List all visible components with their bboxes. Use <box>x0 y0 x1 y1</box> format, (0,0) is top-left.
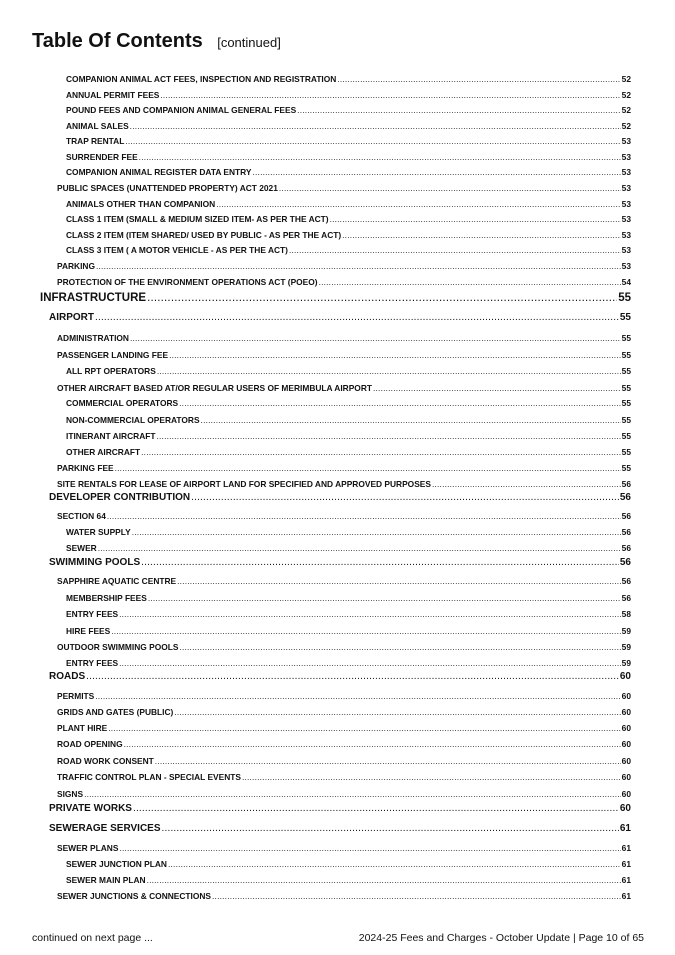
dot-leader <box>115 463 621 473</box>
toc-entry-page: 53 <box>621 245 631 255</box>
toc-entry[interactable] <box>57 843 631 853</box>
toc-entry[interactable] <box>57 277 631 287</box>
dot-leader <box>84 789 621 799</box>
dot-leader <box>130 333 621 343</box>
toc-entry-label: PERMITS <box>57 690 95 701</box>
toc-entry[interactable] <box>66 90 631 100</box>
dot-leader <box>141 557 619 568</box>
toc-entry-label: PASSENGER LANDING FEE <box>57 349 169 360</box>
toc-entry-label: PARKING FEE <box>57 462 114 473</box>
dot-leader <box>201 415 621 425</box>
toc-entry-label: ROAD WORK CONSENT <box>57 756 154 766</box>
toc-entry[interactable] <box>57 261 631 271</box>
toc-entry[interactable] <box>49 671 631 682</box>
dot-leader <box>432 479 621 489</box>
toc-entry-page: 55 <box>621 430 631 441</box>
toc-entry-page: 60 <box>621 756 631 766</box>
dot-leader <box>98 543 621 553</box>
dot-leader <box>373 383 621 393</box>
dot-leader <box>156 431 620 441</box>
dot-leader <box>139 152 621 162</box>
dot-leader <box>86 671 619 682</box>
dot-leader <box>179 398 621 408</box>
dot-leader <box>133 803 619 814</box>
toc-entry-label: OTHER AIRCRAFT BASED AT/OR REGULAR USERS OF MERIMBULA AIRPORT <box>57 382 372 393</box>
toc-entry-page: 61 <box>621 859 631 869</box>
toc-entry-page: 59 <box>621 657 631 668</box>
dot-leader <box>148 593 621 603</box>
toc-entry[interactable] <box>57 739 631 749</box>
toc-entry[interactable] <box>66 609 631 619</box>
toc-entry-page: 56 <box>621 526 631 537</box>
toc-entry-label: SEWER MAIN PLAN <box>66 875 146 885</box>
toc-entry-label: SECTION 64 <box>57 510 106 521</box>
toc-entry[interactable] <box>57 383 631 393</box>
toc-entry-label: SWIMMING POOLS <box>49 557 141 568</box>
toc-entry-page: 60 <box>619 671 631 682</box>
toc-entry-page: 61 <box>621 843 631 853</box>
dot-leader <box>169 350 621 360</box>
dot-leader <box>125 136 620 146</box>
toc-entry[interactable] <box>57 576 631 586</box>
toc-entry-label: ENTRY FEES <box>66 609 119 619</box>
toc-entry-page: 52 <box>621 89 631 100</box>
dot-leader <box>279 183 621 193</box>
toc-entry-label: SIGNS <box>57 788 84 799</box>
toc-entry[interactable] <box>66 245 631 255</box>
dot-leader <box>155 756 621 766</box>
toc-entry[interactable] <box>66 74 631 84</box>
toc-entry-page: 53 <box>621 183 631 193</box>
toc-entry[interactable] <box>57 183 631 193</box>
toc-entry-label: OTHER AIRCRAFT <box>66 446 141 457</box>
toc-entry-label: TRAFFIC CONTROL PLAN - SPECIAL EVENTS <box>57 772 241 782</box>
dot-leader <box>111 626 620 636</box>
dot-leader <box>96 261 621 271</box>
dot-leader <box>147 292 617 304</box>
toc-entry[interactable] <box>57 789 631 799</box>
dot-leader <box>124 739 621 749</box>
toc-entry-label: SEWER PLANS <box>57 843 119 853</box>
toc-entry-page: 59 <box>621 641 631 652</box>
dot-leader <box>162 823 619 834</box>
toc-entry-label: HIRE FEES <box>66 625 111 636</box>
toc-entry-label: SEWER JUNCTIONS & CONNECTIONS <box>57 891 212 901</box>
toc-entry-label: ANIMALS OTHER THAN COMPANION <box>66 198 216 209</box>
dot-leader <box>330 214 621 224</box>
toc-entry[interactable] <box>57 707 631 717</box>
toc-entry-label: COMMERCIAL OPERATORS <box>66 398 179 408</box>
dot-leader <box>174 707 620 717</box>
toc-entry-label: NON-COMMERCIAL OPERATORS <box>66 414 200 425</box>
toc-entry[interactable] <box>66 152 631 162</box>
toc-entry[interactable] <box>66 136 631 146</box>
toc-entry-label: SURRENDER FEE <box>66 151 138 162</box>
dot-leader <box>252 167 620 177</box>
dot-leader <box>108 723 620 733</box>
toc-entry-page: 52 <box>621 105 631 115</box>
toc-entry-label: AIRPORT <box>49 312 94 323</box>
toc-entry[interactable] <box>57 511 631 521</box>
footer-page-info: 2024-25 Fees and Charges - October Update | Page 10 of 65 <box>358 932 644 944</box>
toc-entry-page: 54 <box>621 276 631 287</box>
toc-entry-page: 55 <box>621 349 631 360</box>
toc-entry-page: 56 <box>619 492 631 503</box>
dot-leader <box>289 245 621 255</box>
toc-entry[interactable] <box>49 803 631 814</box>
toc-entry-label: GRIDS AND GATES (PUBLIC) <box>57 707 174 717</box>
toc-entry[interactable] <box>57 891 631 901</box>
dot-leader <box>168 859 621 869</box>
toc-entry-page: 55 <box>621 462 631 473</box>
toc-entry-page: 56 <box>621 542 631 553</box>
dot-leader <box>132 527 621 537</box>
toc-entry-label: ROAD OPENING <box>57 739 123 749</box>
toc-entry-page: 60 <box>619 802 631 814</box>
toc-entry[interactable] <box>66 859 631 869</box>
toc-entry-page: 61 <box>619 823 631 834</box>
toc-entry-page: 55 <box>618 292 631 304</box>
toc-entry-page: 55 <box>621 398 631 408</box>
toc-entry-page: 59 <box>621 625 631 636</box>
toc-entry-page: 52 <box>621 74 631 84</box>
toc-entry-page: 61 <box>621 875 631 885</box>
dot-leader <box>212 891 621 901</box>
dot-leader <box>119 843 620 853</box>
toc-entry[interactable] <box>66 398 631 408</box>
toc-entry[interactable] <box>49 557 631 568</box>
toc-entry-label: SAPPHIRE AQUATIC CENTRE <box>57 576 177 586</box>
toc-entry-label: OUTDOOR SWIMMING POOLS <box>57 641 179 652</box>
toc-entry[interactable] <box>49 823 631 834</box>
dot-leader <box>342 230 621 240</box>
toc-entry-page: 53 <box>621 198 631 209</box>
dot-leader <box>119 658 621 668</box>
dot-leader <box>242 772 621 782</box>
toc-entry-label: INFRASTRUCTURE <box>40 292 147 304</box>
dot-leader <box>107 511 621 521</box>
toc-entry-page: 53 <box>621 167 631 177</box>
toc-entry[interactable] <box>57 691 631 701</box>
dot-leader <box>157 366 621 376</box>
toc-entry[interactable] <box>66 366 631 376</box>
toc-entry[interactable] <box>66 447 631 457</box>
dot-leader <box>95 691 620 701</box>
toc-entry-page: 56 <box>621 576 631 586</box>
toc-entry-page: 60 <box>621 690 631 701</box>
toc-entry-label: ANIMAL SALES <box>66 120 129 131</box>
toc-entry-page: 52 <box>621 120 631 131</box>
dot-leader <box>297 105 621 115</box>
toc-entry-label: COMPANION ANIMAL ACT FEES, INSPECTION AND REGISTRATION <box>66 74 337 84</box>
toc-entry-label: PLANT HIRE <box>57 723 108 733</box>
toc-entry[interactable] <box>57 350 631 360</box>
toc-entry-page: 60 <box>621 707 631 717</box>
toc-entry-label: SITE RENTALS FOR LEASE OF AIRPORT LAND FOR SPECIFIED AND APPROVED PURPOSES <box>57 478 431 489</box>
toc-entry[interactable] <box>57 772 631 782</box>
toc-entry-label: POUND FEES AND COMPANION ANIMAL GENERAL FEES <box>66 105 297 115</box>
toc-entry[interactable] <box>57 479 631 489</box>
toc-entry-label: ROADS <box>49 671 86 682</box>
dot-leader <box>160 90 620 100</box>
toc-entry-page: 55 <box>621 414 631 425</box>
toc-entry-label: COMPANION ANIMAL REGISTER DATA ENTRY <box>66 167 252 177</box>
toc-entry-page: 56 <box>621 510 631 521</box>
toc-entry-page: 56 <box>621 593 631 603</box>
toc-entry-label: CLASS 3 ITEM ( A MOTOR VEHICLE - AS PER THE ACT) <box>66 245 288 255</box>
toc-entry-page: 53 <box>621 261 631 271</box>
toc-entry-page: 53 <box>621 151 631 162</box>
page-heading <box>32 30 281 53</box>
dot-leader <box>95 312 619 323</box>
toc-entry[interactable] <box>40 292 631 304</box>
toc-entry[interactable] <box>66 214 631 224</box>
toc-entry-page: 53 <box>621 136 631 146</box>
toc-entry[interactable] <box>66 626 631 636</box>
toc-entry-page: 55 <box>621 366 631 376</box>
toc-entry-page: 60 <box>621 788 631 799</box>
dot-leader <box>141 447 621 457</box>
toc-entry[interactable] <box>57 463 631 473</box>
toc-entry[interactable] <box>57 333 631 343</box>
toc-entry-label: CLASS 1 ITEM (SMALL & MEDIUM SIZED ITEM- AS PER THE ACT) <box>66 214 329 224</box>
toc-entry[interactable] <box>66 527 631 537</box>
toc-entry[interactable] <box>66 121 631 131</box>
dot-leader <box>191 492 619 503</box>
toc-entry-label: PARKING <box>57 261 95 271</box>
footer-continued-note: continued on next page ... <box>32 932 153 944</box>
toc-entry-page: 55 <box>621 446 631 457</box>
toc-entry[interactable] <box>66 415 631 425</box>
toc-entry-label: SEWERAGE SERVICES <box>49 823 161 834</box>
dot-leader <box>147 875 621 885</box>
dot-leader <box>337 74 620 84</box>
toc-entry-page: 55 <box>619 312 631 323</box>
toc-entry-label: ANNUAL PERMIT FEES <box>66 89 160 100</box>
dot-leader <box>177 576 621 586</box>
toc-entry-page: 56 <box>619 557 631 568</box>
toc-entry-label: ALL RPT OPERATORS <box>66 366 156 376</box>
toc-entry[interactable] <box>57 756 631 766</box>
toc-entry-page: 58 <box>621 609 631 619</box>
toc-entry-label: CLASS 2 ITEM (ITEM SHARED/ USED BY PUBLIC - AS PER THE ACT) <box>66 229 342 240</box>
toc-entry-label: WATER SUPPLY <box>66 526 131 537</box>
toc-entry[interactable] <box>57 723 631 733</box>
toc-entry-label: ITINERANT AIRCRAFT <box>66 430 156 441</box>
toc-entry[interactable] <box>49 492 631 503</box>
toc-entry[interactable] <box>66 105 631 115</box>
toc-entry[interactable] <box>49 312 631 323</box>
toc-entry-page: 60 <box>621 739 631 749</box>
toc-entry-label: SEWER <box>66 542 97 553</box>
toc-entry[interactable] <box>66 875 631 885</box>
toc-entry[interactable] <box>57 642 631 652</box>
toc-entry-page: 53 <box>621 214 631 224</box>
toc-entry-page: 60 <box>621 723 631 733</box>
dot-leader <box>130 121 621 131</box>
toc-entry-page: 56 <box>621 478 631 489</box>
toc-entry[interactable] <box>66 167 631 177</box>
toc-entry-page: 61 <box>621 891 631 901</box>
dot-leader <box>319 277 621 287</box>
toc-entry[interactable] <box>66 431 631 441</box>
toc-entry-label: TRAP RENTAL <box>66 136 125 146</box>
toc-entry[interactable] <box>66 658 631 668</box>
toc-entry-page: 60 <box>621 772 631 782</box>
page-title: Table Of Contents <box>32 30 203 52</box>
toc-entry[interactable] <box>66 230 631 240</box>
toc-entry-label: PROTECTION OF THE ENVIRONMENT OPERATIONS ACT (POEO) <box>57 276 318 287</box>
toc-entry-label: DEVELOPER CONTRIBUTION <box>49 492 191 503</box>
toc-entry-page: 53 <box>621 229 631 240</box>
toc-entry-label: MEMBERSHIP FEES <box>66 593 147 603</box>
page-subtitle: [continued] <box>217 35 281 50</box>
toc-entry-label: SEWER JUNCTION PLAN <box>66 859 167 869</box>
dot-leader <box>179 642 620 652</box>
toc-entry[interactable] <box>66 593 631 603</box>
dot-leader <box>216 199 620 209</box>
toc-entry-label: ENTRY FEES <box>66 657 119 668</box>
toc-entry[interactable] <box>66 199 631 209</box>
toc-entry-label: PUBLIC SPACES (UNATTENDED PROPERTY) ACT 2021 <box>57 183 278 193</box>
toc-entry[interactable] <box>66 543 631 553</box>
toc-entry-page: 55 <box>621 332 631 343</box>
toc-entry-label: PRIVATE WORKS <box>49 802 132 814</box>
toc-entry-page: 55 <box>621 382 631 393</box>
dot-leader <box>119 609 621 619</box>
toc-entry-label: ADMINISTRATION <box>57 332 129 343</box>
